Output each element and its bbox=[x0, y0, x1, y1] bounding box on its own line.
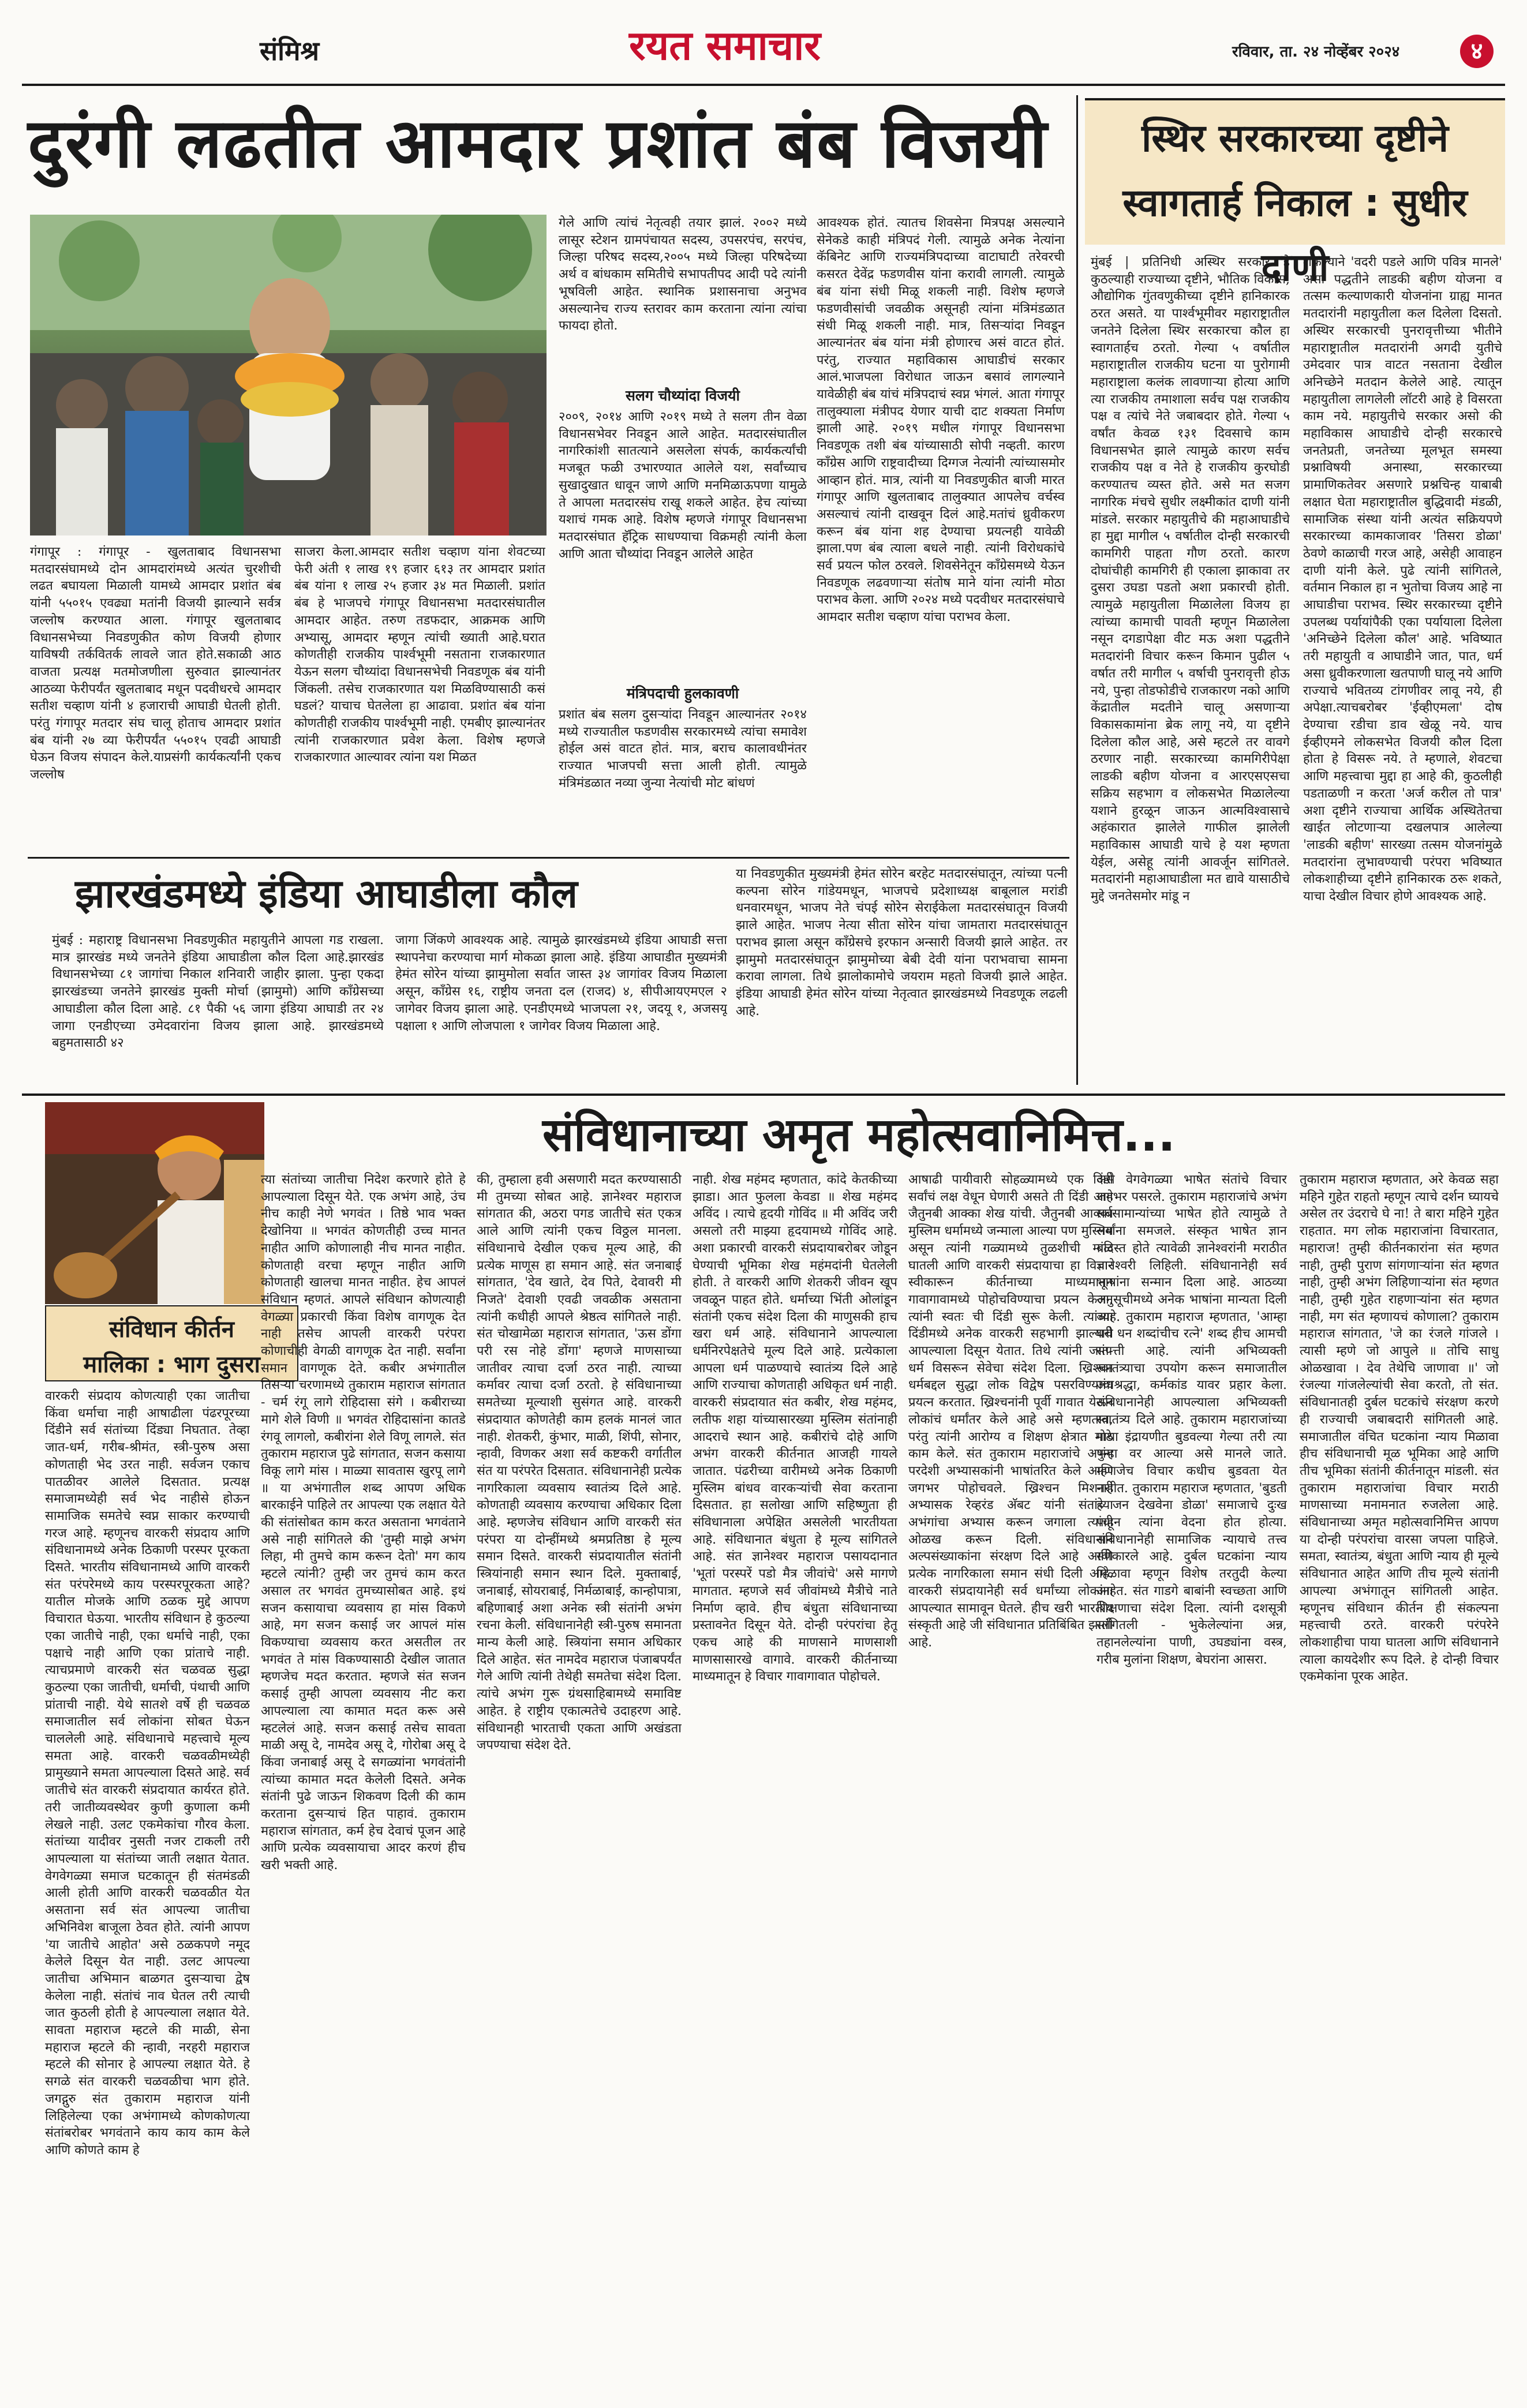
story4-col4: नाही. शेख महंमद म्हणतात, कांदे केतकीच्या झाडा। आत फुलला केवडा ॥ शेख महंमद अविंद । त्याचे हृदयी गोविंद ॥ मी अविंद जरी असलो तरी माझ्या हृदयामध्ये गोविंद आहे. अशा प्रकारची वारकरी संप्रदायाबरोबर जोडून घेण्याची भूमिका शेख महंमदांनी घेतलेली होती. ते वारकरी आणि शेतकरी जीवन खूप जवळून पाहत होते. धर्माच्या भिंती ओलांडून संतांनी एकच संदेश दिला की माणुसकी हाच खरा धर्म आहे. संविधानाने आपल्याला धर्मनिरपेक्षतेचे मूल्य दिले आहे. प्रत्येकाला आपला धर्म पाळण्याचे स्वातंत्र्य दिले आहे आणि राज्याचा कोणताही अधिकृत धर्म नाही. वारकरी संप्रदायात संत कबीर, शेख महंमद, लतीफ शहा यांच्यासारख्या मुस्लिम संतांनाही आदराचे स्थान आहे. कबीरांचे दोहे आणि अभंग वारकरी कीर्तनात आजही गायले जातात. पंढरीच्या वारीमध्ये अनेक ठिकाणी मुस्लिम बांधव वारकऱ्यांची सेवा करताना दिसतात. हा सलोखा आणि सहिष्णुता ही संविधानाला अपेक्षित असलेली भारतीयता आहे. संविधानात बंधुता हे मूल्य सांगितले आहे. संत ज्ञानेश्वर महाराज पसायदानात 'भूतां परस्परें पडो मैत्र जीवांचे' असे मागणे मागतात. म्हणजे सर्व जीवांमध्ये मैत्रीचे नाते निर्माण व्हावे. हीच बंधुता संविधानाच्या प्रस्तावनेत दिसून येते. दोन्ही परंपरांचा हेतू एकच आहे की माणसाने माणसाशी माणसासारखे वागावे. वारकरी कीर्तनाच्या माध्यमातून हे विचार गावागावात पोहोचले. bbox=[693, 1173, 897, 1684]
story2-headline: स्थिर सरकारच्या दृष्टीने स्वागतार्ह निकाल : सुधीर दाणी bbox=[1122, 116, 1468, 290]
story4-col3: की, तुम्हाला हवी असणारी मदत करण्यासाठी मी तुमच्या सोबत आहे. ज्ञानेश्वर महाराज सांगतात की, अठरा पगड जातीचे संत एकत्र आले आणि त्यांनी एकच विठ्ठल मानला. संविधानाचे देखील एकच मूल्य आहे, की प्रत्येक माणूस हा समान आहे. संत जनाबाई सांगतात, 'देव खाते, देव पिते, देवावरी मी निजते' देवाशी एवढी जवळीक असताना त्यांनी कधीही आपले श्रेष्ठत्व सांगितले नाही. संत चोखामेळा महाराज सांगतात, 'ऊस डोंगा परी रस नोहे डोंगा' म्हणजे माणसाच्या जातीवर त्याचा दर्जा ठरत नाही. त्याच्या कर्मावर त्याचा दर्जा ठरतो. हे संविधानाच्या समतेच्या मूल्याशी सुसंगत आहे. वारकरी संप्रदायात कोणतेही काम हलकं मानलं जात नाही. शेतकरी, कुंभार, माळी, शिंपी, सोनार, न्हावी, विणकर अशा सर्व कष्टकरी वर्गातील संत या परंपरेत दिसतात. संविधानानेही प्रत्येक नागरिकाला व्यवसाय स्वातंत्र्य दिले आहे. कोणताही व्यवसाय करण्याचा अधिकार दिला आहे. म्हणजेच संविधान आणि वारकरी संत परंपरा या दोन्हींमध्ये श्रमप्रतिष्ठा हे मूल्य समान दिसते. वारकरी संप्रदायातील संतांनी स्त्रियांनाही समान स्थान दिले. मुक्ताबाई, जनाबाई, सोयराबाई, निर्मळाबाई, कान्होपात्रा, बहिणाबाई अशा अनेक स्त्री संतांनी अभंग रचना केली. संविधानानेही स्त्री-पुरुष समानता मान्य केली आहे. स्त्रियांना समान अधिकार दिले आहेत. संत नामदेव महाराज पंजाबपर्यंत गेले आणि त्यांनी तेथेही समतेचा संदेश दिला. त्यांचे अभंग गुरू ग्रंथसाहिबामध्ये समाविष्ट आहेत. हे राष्ट्रीय एकात्मतेचे उदाहरण आहे. संविधानही भारताची एकता आणि अखंडता जपण्याचा संदेश देते. bbox=[477, 1173, 682, 1753]
story4-col5: आषाढी पायीवारी सोहळ्यामध्ये एक दिंडी सर्वांचं लक्ष वेधून घेणारी असते ती दिंडी आहे जैतुनबी आक्का शेख यांची. जैतुनबी आक्का मुस्लिम धर्मामध्ये जन्माला आल्या पण मुस्लिम असून त्यांनी गळ्यामध्ये तुळशीची माळ घातली आणि वारकरी संप्रदायाचा हा विचार स्वीकारून कीर्तनाच्या माध्यमातून गावागावामध्ये पोहोचविण्याचा प्रयत्न केला. त्यांनी स्वतः ची दिंडी सुरू केली. त्यांच्या दिंडीमध्ये अनेक वारकरी सहभागी झाल्याचे आपल्याला दिसून येतात. तिथे त्यांनी जात-धर्म विसरून सेवेचा संदेश दिला. ख्रिश्चन धर्मबद्दल सुद्धा लोक विद्वेष पसरविण्याचा प्रयत्न करतात. ख्रिश्चनांनी पूर्वी गावात येऊन लोकांचं धर्मांतर केले आहे असे म्हणतात, परंतु त्यांनी आरोग्य व शिक्षण क्षेत्रात मोठे काम केले. संत तुकाराम महाराजांचे अभंग परदेशी अभ्यासकांनी भाषांतरित केले आणि जगभर पोहोचवले. ख्रिश्चन मिशनरी अभ्यासक रेव्हरंड अ‍ॅबट यांनी संतांच्या अभंगांचा अभ्यास करून जगाला त्यांची ओळख करून दिली. संविधानाने अल्पसंख्याकांना संरक्षण दिले आहे आणि प्रत्येक नागरिकाला समान संधी दिली आहे. वारकरी संप्रदायानेही सर्व धर्मांच्या लोकांना आपल्यात सामावून घेतले. हीच खरी भारतीय संस्कृती आहे जी संविधानात प्रतिबिंबित झाली आहे. bbox=[908, 1173, 1113, 1650]
story2-headline-box bbox=[1085, 98, 1505, 290]
story4-col1: वारकरी संप्रदाय कोणत्याही एका जातीचा किंवा धर्माचा नाही आषाढीला पंढरपूरच्या दिंडीने सर्व संतांच्या दिंड्या निघतात. तेव्हा जात-धर्म, गरीब-श्रीमंत, स्त्री-पुरुष असा कोणताही भेद उरत नाही. सर्वजन एकाच पातळीवर आलेले दिसतात. प्रत्यक्ष समाजामध्येही सर्व भेद नाहीसे होऊन सामाजिक समतेचे स्वप्न साकार करण्याची गरज आहे. म्हणूनच वारकरी संप्रदाय आणि संविधानामध्ये अनेक ठिकाणी परस्पर पूरकता दिसते. भारतीय संविधानामध्ये आणि वारकरी संत परंपरेमध्ये काय परस्परपूरकता आहे? यातील मोजके आणि ठळक मुद्दे आपण विचारात घेऊया. भारतीय संविधान हे कुठल्या एका जातीचे नाही, एका धर्माचे नाही, एका पक्षाचे नाही आणि एका प्रांताचे नाही. त्याचप्रमाणे वारकरी संत चळवळ सुद्धा कुठल्या एका जातीची, धर्माची, पंथाची आणि प्रांताची नाही. येथे सातशे वर्षे ही चळवळ समाजातील सर्व लोकांना सोबत घेऊन चाललेली आहे. संविधानाचे महत्त्वाचे मूल्य समता आहे. वारकरी चळवळीमध्येही प्रामुख्याने समता आपल्याला दिसते आहे. सर्व जातीचे संत वारकरी संप्रदायात कार्यरत होते. तरी जातीव्यवस्थेवर कुणी कुणाला कमी लेखले नाही. उलट एकमेकांचा गौरव केला. संतांच्या यादीवर नुसती नजर टाकली तरी आपल्याला या संतांच्या जाती लक्षात येतात. वेगवेगळ्या समाज घटकातून ही संतमंडळी आली होती आणि वारकरी चळवळीत येत असताना सर्व संत आपल्या जातीचा अभिनिवेश बाजूला ठेवत होते. त्यांनी आपण 'या जातीचे आहोत' असे ठळकपणे नमूद केलेले दिसून येत नाही. उलट आपल्या जातीचा अभिमान बाळगत दुसऱ्याचा द्वेष केलेला नाही. संतांचं नाव घेतल तरी त्याची जात कुठली होती हे आपल्याला लक्षात येते. सावता महाराज म्हटले की माळी, सेना महाराज म्हटले की न्हावी, नरहरी महाराज म्हटले की सोनार हे आपल्या लक्षात येते. हे सगळे संत वारकरी चळवळीचा भाग होते. जगद्गुरु संत तुकाराम महाराज यांनी लिहिलेल्या एका अभंगामध्ये कोणकोणत्या संतांबरोबर भगवंताने काय काय काम केले आणि कोणते काम हे bbox=[45, 1389, 250, 2158]
story1-col1: गंगापूर : गंगापूर - खुलताबाद विधानसभा मतदारसंघामध्ये दोन आमदारांमध्ये अत्यंत चुरशीची लढत बघायला मिळाली यामध्ये आमदार प्रशांत बंब यांनी ५५०१५ एवढ्या मतांनी विजयी झाल्याने सर्वत्र जल्लोष करण्यात आला. गंगापूर खुलताबाद विधानसभेच्या निवडणुकीत कोण विजयी होणार याविषयी तर्कवितर्क लावले जात होते.सकाळी आठ वाजता प्रत्यक्ष मतमोजणीला सुरुवात झाल्यानंतर आठव्या फेरीपर्यंत खुलताबाद मधून पदवीधरचे आमदार सतीश चव्हाण यांनी ४ हजाराची आघाडी घेतली होती. परंतु गंगापूर मतदार संघ चालू होताच आमदार प्रशांत बंब यांनी २७ व्या फेरीपर्यंत ५५०१५ एवढी आघाडी घेऊन विजय संपादन केले.याप्रसंगी कार्यकर्त्यांनी एकच जल्लोष bbox=[30, 545, 281, 782]
issue-date: रविवार, ता. २४ नोव्हेंबर २०२४ bbox=[1232, 43, 1400, 61]
story1-col4: आवश्यक होतं. त्यातच शिवसेना मित्रपक्ष असल्याने सेनेकडे काही मंत्रिपदं गेली. त्यामुळे अनेक नेत्यांना कॅबिनेट आणि राज्यमंत्रिपदाच्या वाटाघाटी तरेवरची कसरत देवेंद्र फडणवीस यांना करावी लागली. त्यामुळे बंब यांना संधी मिळू शकली नाही. विशेष म्हणजे फडणवीसांची जवळीक असूनही त्यांना मंत्रिमंडळात संधी मिळू शकली नाही. मात्र, तिसऱ्यांदा निवडून आल्यानंतर बंब यांना मंत्री होणारच असं वाटत होतं. परंतु, राज्यात महाविकास आघाडीचं सरकार आलं.भाजपला विरोधात जाऊन बसावं लागल्याने यावेळीही बंब यांचं मंत्रिपदाचं स्वप्न भंगलं. आता गंगापूर तालुक्याला मंत्रीपद येणार याची दाट शक्यता निर्माण झाली आहे. २०१९ मधील गंगापूर विधानसभा निवडणूक तशी बंब यांच्यासाठी सोपी नव्हती. कारण काँग्रेस आणि राष्ट्रवादीच्या दिग्गज नेत्यांनी त्यांच्यासमोर आव्हान होतं. मात्र, त्यांनी या निवडणुकीत बाजी मारत गंगापूर आणि खुलताबाद तालुक्यात आपलेच वर्चस्व असल्याचं त्यांनी दाखवून दिलं आहे.मतांचं ध्रुवीकरण करून बंब यांना शह देण्याचा प्रयत्नही यावेळी झाला.पण बंब त्याला बधले नाही. त्यांनी विरोधकांचे सर्व प्रयत्न फोल ठरवले. शिवसेनेतून काँग्रेसमध्ये येऊन निवडणूक लढवणाऱ्या संतोष माने यांना त्यांनी मोठा पराभव केला. आणि २०२४ मध्ये पदवीधर मतदारसंघाचे आमदार सतीश चव्हाण यांचा पराभव केला. bbox=[817, 216, 1065, 625]
celebration-photo bbox=[30, 215, 547, 535]
page-number-badge bbox=[1460, 35, 1494, 68]
performer-illustration bbox=[45, 1102, 264, 1304]
series-caption-title: संविधान कीर्तन bbox=[109, 1316, 234, 1343]
story3-col1: मुंबई : महाराष्ट्र विधानसभा निवडणुकीत महायुतीने आपला गड राखला. मात्र झारखंड मध्ये जनतेने इंडिया आघाडीला कौल दिला आहे.झारखंड विधानसभेच्या ८१ जागांचा निकाल शनिवारी जाहीर झाला. पुन्हा एकदा झारखंडच्या जनतेने झारखंड मुक्ती मोर्चा (झामुमो) आणि काँग्रेसच्या आघाडीला कौल दिला आहे. ८१ पैकी ५६ जागा इंडिया आघाडी तर २४ जागा एनडीएच्या उमेदवारांना विजय झाला आहे. झारखंडमध्ये बहुमतासाठी ४२ bbox=[52, 933, 384, 1051]
story1-col3: गेले आणि त्यांचं नेतृत्वही तयार झालं. २००२ मध्ये लासूर स्टेशन ग्रामपंचायत सदस्य, उपसरपंच, सरपंच, जिल्हा परिषद सदस्य,२००५ मध्ये जिल्हा परिषदेच्या अर्थ व बांधकाम समितीचे सभापतीपद आदी पदे त्यांनी भूषविली आहेत. स्थानिक प्रशासनाचा अनुभव असल्यानेच राज्य स्तरावर काम करताना त्यांना त्यांचा फायदा होतो. bbox=[559, 216, 807, 334]
story1-subhead-2: मंत्रिपदाची हुलकावणी bbox=[626, 685, 739, 702]
story1-subhead-1: सलग चौथ्यांदा विजयी bbox=[626, 387, 740, 404]
crowd-illustration bbox=[30, 215, 547, 535]
story4-top-rule bbox=[22, 1093, 1505, 1096]
story1-col2: साजरा केला.आमदार सतीश चव्हाण यांना शेवटच्या फेरी अंती १ लाख १९ हजार ६१३ तर आमदार प्रशांत बंब यांना १ लाख २५ हजार ३४ मत मिळाली. प्रशांत बंब हे भाजपचे गंगापूर विधानसभा मतदारसंघातील आमदार आहेत. तरुण तडफदार, आक्रमक आणि अभ्यासू, आमदार म्हणून त्यांची ख्याती आहे.घरात कोणतीही राजकीय पार्श्वभूमी नसताना राजकारणात येऊन सलग चौथ्यांदा विधानसभेची निवडणूक बंब यांनी जिंकली. तसेच राजकारणात यश मिळविण्यासाठी कसं घडलं? याचाच घेतलेला हा आढावा. प्रशांत बंब यांना कोणतीही राजकीय पार्श्वभूमी नाही. एमबीए झाल्यानंतर त्यांनी राजकारणात प्रवेश केला. विशेष म्हणजे राजकारणात आल्यावर त्यांना यश मिळत bbox=[294, 545, 545, 765]
story4-col7: तुकाराम महाराज म्हणतात, अरे केवळ सहा महिने गुहेत राहतो म्हणून त्याचे दर्शन घ्यायचे असेल तर उंदराचे घे ना! ते बारा महिने गुहेत राहतात. मग लोक महाराजांना विचारतात, महाराज! तुम्ही कीर्तनकारांना संत म्हणत नाही, तुम्ही पुराण सांगणाऱ्यांना संत म्हणत नाही, तुम्ही अभंग लिहिणाऱ्यांना संत म्हणत नाही, तुम्ही गुहेत राहणाऱ्यांना संत म्हणत नाही, मग संत म्हणायचं कोणाला? तुकाराम महाराज सांगतात, 'जे का रंजले गांजले । त्यासी म्हणे जो आपुले ॥ तोचि साधु ओळखावा । देव तेथेचि जाणावा ॥' जो रंजल्या गांजलेल्यांची सेवा करतो, तो संत. संविधानातही दुर्बल घटकांचे संरक्षण करणे ही राज्याची जबाबदारी सांगितली आहे. समाजातील वंचित घटकांना न्याय मिळावा हीच संविधानाची मूळ भूमिका आहे आणि तीच भूमिका संतांनी कीर्तनातून मांडली. संत तुकाराम महाराजांचा विचार मराठी माणसाच्या मनामनात रुजलेला आहे. संविधानाच्या अमृत महोत्सवानिमित्त आपण या दोन्ही परंपरांचा वारसा जपला पाहिजे. समता, स्वातंत्र्य, बंधुता आणि न्याय ही मूल्ये संविधानात आहेत आणि तीच मूल्ये संतांनी आपल्या अभंगातून सांगितली आहेत. म्हणूनच संविधान कीर्तन ही संकल्पना महत्त्वाची ठरते. वारकरी परंपरेने लोकशाहीचा पाया घातला आणि संविधानाने त्याला कायदेशीर रूप दिले. हे दोन्ही विचार एकमेकांना पूरक आहेत. bbox=[1300, 1173, 1499, 1684]
story3-col3: या निवडणुकीत मुख्यमंत्री हेमंत सोरेन बरहेट मतदारसंघातून, त्यांच्या पत्नी कल्पना सोरेन गांडेयमधून, भाजपचे प्रदेशाध्यक्ष बाबूलाल मरांडी धनवारमधून, भाजप नेते चंपई सोरेन सेराईकेला मतदारसंघातून विजयी झाले आहेत. भाजप नेत्या सीता सोरेन यांचा जामतारा मतदारसंघातून पराभव झाला असून काँग्रेसचे इरफान अन्सारी विजयी झाले आहेत. तर झामुमो मतदारसंघातून झामुमोच्या बेबी देवी यांना पराभवाचा सामना करावा लागला. तिथे झालोकामोचे जयराम महतो विजयी झाले आहेत. इंडिया आघाडी हेमंत सोरेन यांच्या नेतृत्वात झारखंडमध्ये निवडणूक लढली आहे. bbox=[736, 867, 1068, 1018]
story3-col2: जागा जिंकणे आवश्यक आहे. त्यामुळे झारखंडमध्ये इंडिया आघाडी सत्ता स्थापनेचा करण्याचा मार्ग मोकळा झाला आहे. इंडिया आघाडीत मुख्यमंत्री हेमंत सोरेन यांच्या झामुमोला सर्वात जास्त ३४ जागांवर विजय मिळाला असून, काँग्रेस १६, राष्ट्रीय जनता दल (राजद) ४, सीपीआयएमएल २ जागेवर विजय झाला आहे. एनडीएमध्ये भाजपला २१, जदयू १, अजसयू पक्षाला १ आणि लोजपाला १ जागेवर विजय मिळाला आहे. bbox=[395, 933, 727, 1033]
story3-headline: झारखंडमध्ये इंडिया आघाडीला कौल bbox=[75, 871, 578, 917]
masthead: रयत समाचार bbox=[629, 21, 821, 69]
page-number: ४ bbox=[1470, 38, 1483, 65]
story4-col2: त्या संतांच्या जातीचा निदेश करणारे होते हे आपल्याला दिसून येते. एक अभंग आहे, उंच नीच काही नेणे भगवंत । तिष्ठे भाव भक्त देखोनिया ॥ भगवंत कोणतीही उच्च मानत नाहीत आणि कोणालाही नीच मानत नाहीत. कोणताही वरचा म्हणून नाहीत आणि कोणताही खालचा मानत नाहीत. हेच आपलं संविधान म्हणतं. आपले संविधान कोणत्याही वेगळ्या प्रकारची किंवा विशेष वागणूक देत नाही तसेच आपली वारकरी परंपरा कोणाचीही वेगळी वागणूक देत नाही. सर्वांना समान वागणूक देते. कबीर अभंगातील तिसऱ्या चरणामध्ये तुकाराम महाराज सांगतात - चर्म रंगू लागे रोहिदासा संगे । कबीराच्या मागे शेले विणी ॥ भगवंत रोहिदासांना कातडे रंगवू लागलो, कबीरांना शेले विणू लागले. संत तुकाराम महाराज पुढे सांगतात, सजन कसाया विकू लागे मांस । माळ्या सावतास खुरपू लागे ॥ या अभंगातील शब्द आपण अधिक बारकाईने पाहिले तर आपल्या एक लक्षात येते की संतांसोबत काम करत असताना भगवंताने असे नाही सांगितले की 'तुम्ही माझे अभंग लिहा, मी तुमचे काम करून देतो' मग काय म्हटले त्यांनी? तुम्ही जर तुमचं काम करत असाल तर भगवंत तुमच्यासोबत आहे. इथं सजन कसायाचा व्यवसाय हा मांस विकणे आहे, मग सजन कसाई जर आपलं मांस विकण्याचा व्यवसाय करत असतील तर भगवंत ते मांस विकण्यासाठी देखील जातात म्हणजेच मदत करतात. म्हणजे संत सजन कसाई तुम्ही आपला व्यवसाय नीट करा आपल्याला त्या कामात मदत करू असे म्हटलेलं आहे. सजन कसाई तसेच सावता माळी असू दे, नामदेव असू दे, गोरोबा असू दे किंवा जनाबाई असू दे सगळ्यांना भगवंतांनी त्यांच्या कामात मदत केलेली दिसते. अनेक संतांनी पुढे जाऊन शिकवण दिली की काम करताना दुसऱ्याचं हित पाहावं. तुकाराम महाराज सांगतात, कर्म हेच देवाचं पूजन आहे आणि प्रत्येक व्यवसायाचा आदर करणं हीच खरी भक्ती आहे. bbox=[261, 1173, 466, 1873]
story2-col1: मुंबई | प्रतिनिधी अस्थिर सरकार हे कुठल्याही राज्याच्या दृष्टीने, भौतिक विकास, औद्योगिक गुंतवणुकीच्या दृष्टीने हानिकारक ठरत असते. या पार्श्वभूमीवर महाराष्ट्रातील जनतेने दिलेला स्थिर सरकारचा कौल हा स्वागतार्हच ठरतो. गेल्या ५ वर्षातील महाराष्ट्रातील राजकीय घटना या पुरोगामी महाराष्ट्राला कलंक लावणाऱ्या होत्या आणि त्या राजकीय तमाशाला सर्वच पक्ष राजकीय पक्ष व त्यांचे नेते जबाबदार होते. गेल्या ५ वर्षांत केवळ १३१ दिवसाचे काम विधानसभेत झाले त्यामुळे कारण सर्वच राजकीय पक्ष व नेते हे राजकीय कुरघोडी करण्यातच व्यस्त होते. असे मत सजग नागरिक मंचचे सुधीर लक्ष्मीकांत दाणी यांनी मांडले. सरकार महायुतीचे की महाआघाडीचे हा मुद्दा मागील ५ वर्षातील दोन्ही सरकारची कामगिरी पाहता गौण ठरतो. कारण दोघांचीही कामगिरी ही एकाला झाकावा तर दुसरा उघडा पडतो अशा प्रकारची होती. त्यामुळे महायुतीला मिळालेला विजय हा त्यांच्या कामाची पावती म्हणून मिळालेला नसून दगडापेक्षा वीट मऊ अशा पद्धतीने मतदारांनी विचार करून किमान पुढील ५ वर्षात तरी मागील ५ वर्षाची पुनरावृत्ती होऊ नये, पुन्हा तोडफोडीचे राजकारण नको आणि केंद्रातील मदतीने चालू असणाऱ्या विकासकामांना ब्रेक लागू नये, या दृष्टीने दिलेला कौल आहे, असे म्हटले तर वावगे ठरणार नाही. सरकारच्या कामगिरीपेक्षा लाडकी बहीण योजना व आरएसएसचा सक्रिय सहभाग व लोकसभेत मिळालेल्या यशाने हुरळून जाऊन आत्मविश्वासाचे अहंकारात झालेले गाफील झालेली महाविकास आघाडी याचे हे यश म्हणता येईल, असेहू त्यांनी आवर्जून सांगितले. मतदारांनी महाआघाडीला मत द्यावे यासाठीचे मुद्दे जनतेसमोर मांडू न bbox=[1091, 255, 1290, 904]
story1-col3b: २००९, २०१४ आणि २०१९ मध्ये ते सलग तीन वेळा विधानसभेवर निवडून आले आहेत. मतदारसंघातील नागरिकांशी सातत्याने असलेला संपर्क, कार्यकर्त्यांची मजबूत फळी उभारण्यात आलेले यश, सर्वांच्याच सुखादुखात धावून जाणे आणि मनमिळाऊपणा यामुळे ते आपला मतदारसंघ राखू शकले आहेत. हेच त्यांच्या यशाचं गमक आहे. विशेष म्हणजे गंगापूर विधानसभा मतदारसंघात हॅट्रिक साधण्याचा विक्रमही त्यांनी केला आणि आता चौथ्यांदा निवडून आलेले आहेत bbox=[559, 410, 807, 561]
story4-col6: असे वेगवेगळ्या भाषेत संतांचे विचार जगभर पसरले. तुकाराम महाराजांचे अभंग सर्वसामान्यांच्या भाषेत होते त्यामुळे ते सर्वांना समजले. संस्कृत भाषेत ज्ञान बंदिस्त होते त्यावेळी ज्ञानेश्वरांनी मराठीत ज्ञानेश्वरी लिहिली. संविधानानेही सर्व भाषांना सन्मान दिला आहे. आठव्या अनुसूचीमध्ये अनेक भाषांना मान्यता दिली आहे. तुकाराम महाराज म्हणतात, 'आम्हा घरी धन शब्दांचीच रत्ने' शब्द हीच आमची संपत्ती आहे. त्यांनी अभिव्यक्ती स्वातंत्र्याचा उपयोग करून समाजातील अंधश्रद्धा, कर्मकांड यावर प्रहार केला. संविधानानेही आपल्याला अभिव्यक्ती स्वातंत्र्य दिले आहे. तुकाराम महाराजांच्या गाथा इंद्रायणीत बुडवल्या गेल्या तरी त्या पुन्हा वर आल्या असे मानले जाते. म्हणजेच विचार कधीच बुडवता येत नाहीत. तुकाराम महाराज म्हणतात, 'बुडती हे जन देखवेना डोळा' समाजाचे दुःख पाहून त्यांना वेदना होत होत्या. संविधानानेही सामाजिक न्यायाचे तत्त्व स्वीकारले आहे. दुर्बल घटकांना न्याय मिळावा म्हणून विशेष तरतुदी केल्या आहेत. संत गाडगे बाबांनी स्वच्छता आणि शिक्षणाचा संदेश दिला. त्यांनी दशसूत्री सांगितली - भुकेलेल्यांना अन्न, तहानलेल्यांना पाणी, उघड्यांना वस्त्र, गरीब मुलांना शिक्षण, बेघरांना आसरा. bbox=[1096, 1173, 1287, 1667]
story1-col3-block bbox=[559, 215, 807, 849]
series-caption-part: मालिका : भाग दुसरा bbox=[83, 1351, 260, 1378]
story1-headline: दुरंगी लढतीत आमदार प्रशांत बंब विजयी bbox=[28, 103, 1049, 183]
column-rule bbox=[1076, 95, 1078, 1085]
kirtan-portrait-photo bbox=[45, 1102, 264, 1304]
story3-top-rule bbox=[28, 857, 1069, 859]
section-label: संमिश्र bbox=[260, 35, 320, 66]
header-rule bbox=[22, 84, 1505, 86]
story1-col3c: प्रशांत बंब सलग दुसऱ्यांदा निवडून आल्यानंतर २०१४ मध्ये राज्यातील फडणवीस सरकारमध्ये त्यांचा समावेश होईल असं वाटत होतं. मात्र, बराच कालावधीनंतर राज्यात भाजपची सत्ता आली होती. त्यामुळे मंत्रिमंडळात नव्या जुन्या नेत्यांची मोट बांधणं bbox=[559, 707, 807, 791]
story2-col2: शकल्याने 'वदरी पडले आणि पवित्र मानले' असा पद्धतीने लाडकी बहीण योजना व तत्सम कल्याणकारी योजनांना ग्राह्य मानत मतदारांनी महायुतीला कल दिलेला दिसतो. अस्थिर सरकारची पुनरावृत्तीच्या भीतीने महाराष्ट्रातील मतदारांनी अगदी युतीचे उमेदवार पात्र वाटत नसताना देखील अनिच्छेने मतदान केलेले आहे. त्यातून महायुतीला लागलेली लॉटरी आहे हे विसरता काम नये. महायुतीचे सरकार असो की महाविकास आघाडीचे दोन्ही सरकारचे जनतेप्रती, जनतेच्या मूलभूत समस्या प्रश्नाविषयी अनास्था, सरकारच्या प्रामाणिकतेवर असणारे प्रश्नचिन्ह याबाबी लक्षात घेता महाराष्ट्रातील बुद्धिवादी मंडळी, सामाजिक संस्था यांनी अत्यंत सक्रियपणे सरकारच्या कामकाजावर 'तिसरा डोळा' ठेवणे काळाची गरज आहे, असेही आवाहन दाणी यांनी केले. पुढे त्यांनी सांगितले, वर्तमान निकाल हा न भुतोचा विजय आहे ना आघाडीचा पराभव. स्थिर सरकारच्या दृष्टीने उपलब्ध पर्यायांपैकी एका पर्यायाला दिलेला 'अनिच्छेने दिलेला कौल' आहे. भविष्यात तरी महायुती व आघाडीने जात, पात, धर्म असा ध्रुवीकरणाला खतपाणी घालू नये आणि राज्याचे भवितव्य टांगणीवर लावू नये, ही अपेक्षा.त्याचबरोबर 'ईव्हीएमला' दोष देण्याचा रडीचा डाव खेळू नये. याच ईव्हीएमने लोकसभेत विजयी कौल दिला होता हे विसरू नये. ते म्हणाले, शेवटचा आणि महत्त्वाचा मुद्दा हा आहे की, कुठलीही पडताळणी न करता 'अर्ज करील तो पात्र' अशा दृष्टीने राज्याचा आर्थिक अस्थितेतचा खाईत लोटणाऱ्या दखलपात्र आलेल्या 'लाडकी बहीण' सारख्या तत्सम योजनांमुळे मतदारांना लुभावण्याची परंपरा भविष्यात लोकशाहीच्या दृष्टीने हानिकारक ठरू शकते, याचा देखील विचार होणे आवश्यक आहे. bbox=[1303, 255, 1502, 904]
story4-headline: संविधानाच्या अमृत महोत्सवानिमित्त... bbox=[542, 1108, 1176, 1162]
